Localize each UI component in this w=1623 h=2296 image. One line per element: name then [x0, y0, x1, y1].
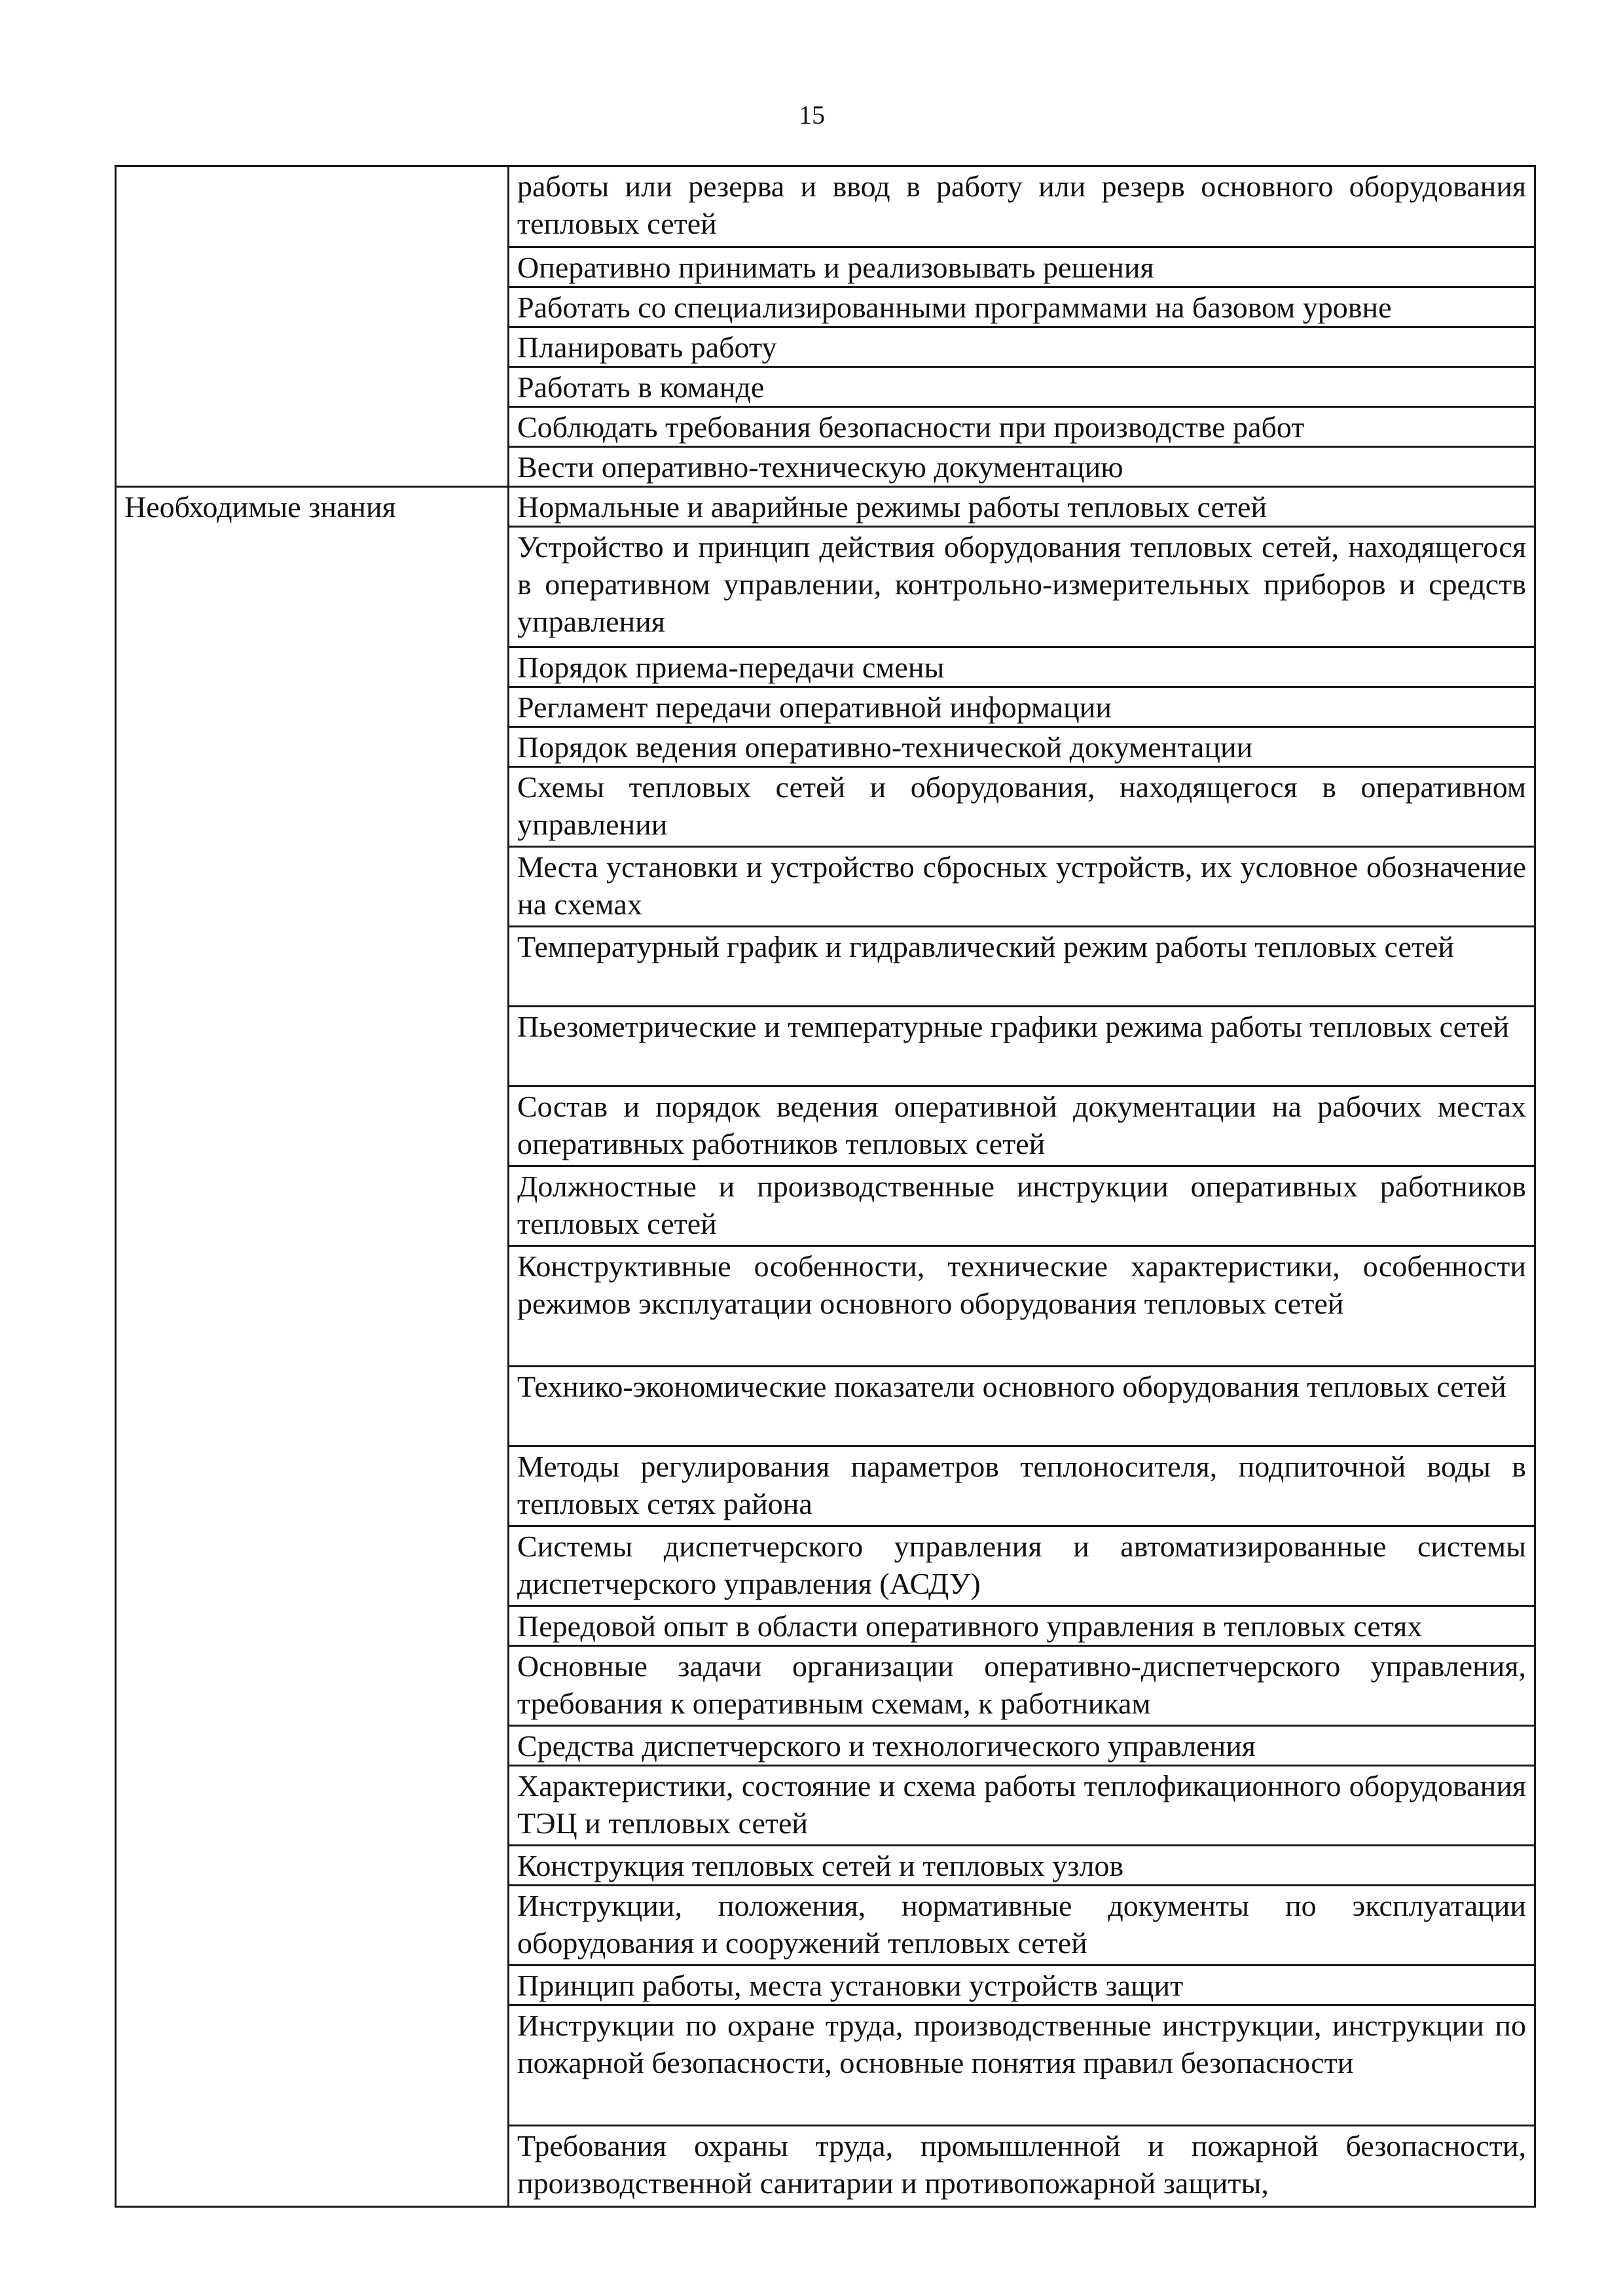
table-cell: Передовой опыт в области оперативного управления в тепловых сетях: [509, 1606, 1535, 1646]
table-row: [116, 487, 1535, 527]
table-cell: Конструктивные особенности, технические характеристики, особенности режимов эксплуатации основного оборудования тепловых сетей: [509, 1246, 1535, 1367]
table-cell: Вести оперативно-техническую документацию: [509, 447, 1535, 487]
requirements-table: [115, 165, 1536, 2208]
table-cell: работы или резерва и ввод в работу или резерв основного оборудования тепловых сетей: [509, 166, 1535, 247]
table-cell: Температурный график и гидравлический режим работы тепловых сетей: [509, 927, 1535, 1007]
table-cell: Схемы тепловых сетей и оборудования, находящегося в оперативном управлении: [509, 767, 1535, 847]
table-cell: Средства диспетчерского и технологического управления: [509, 1726, 1535, 1766]
table-cell: Работать в команде: [509, 367, 1535, 407]
table-row: [116, 166, 1535, 247]
table-cell: Пьезометрические и температурные графики режима работы тепловых сетей: [509, 1007, 1535, 1086]
table-cell: Порядок приема-передачи смены: [509, 647, 1535, 687]
table-cell: Нормальные и аварийные режимы работы тепловых сетей: [509, 487, 1535, 527]
table-cell: Принцип работы, места установки устройств защит: [509, 1965, 1535, 2005]
table-cell: Характеристики, состояние и схема работы теплофикационного оборудования ТЭЦ и тепловых сетей: [509, 1766, 1535, 1846]
table-cell: Инструкции по охране труда, производственные инструкции, инструкции по пожарной безопасности, основные понятия правил безопасности: [509, 2005, 1535, 2126]
table-cell: Планировать работу: [509, 327, 1535, 367]
table-cell: Регламент передачи оперативной информации: [509, 687, 1535, 727]
table-cell: Конструкция тепловых сетей и тепловых узлов: [509, 1846, 1535, 1886]
table-cell: Оперативно принимать и реализовывать решения: [509, 247, 1535, 287]
skills-label-cell: [116, 166, 509, 487]
table-cell: Требования охраны труда, промышленной и пожарной безопасности, производственной санитарии и противопожарной защиты,: [509, 2126, 1535, 2207]
table-cell: Порядок ведения оперативно-технической документации: [509, 727, 1535, 767]
table-cell: Соблюдать требования безопасности при производстве работ: [509, 407, 1535, 447]
table-cell: Устройство и принцип действия оборудования тепловых сетей, находящегося в оперативном управлении, контрольно-измерительных приборов и средств управления: [509, 527, 1535, 647]
table-cell: Системы диспетчерского управления и автоматизированные системы диспетчерского управления (АСДУ): [509, 1526, 1535, 1606]
table-cell: Должностные и производственные инструкции оперативных работников тепловых сетей: [509, 1166, 1535, 1246]
table-cell: Инструкции, положения, нормативные документы по эксплуатации оборудования и сооружений тепловых сетей: [509, 1886, 1535, 1965]
table-cell: Основные задачи организации оперативно-диспетчерского управления, требования к оперативным схемам, к работникам: [509, 1646, 1535, 1726]
table-cell: Состав и порядок ведения оперативной документации на рабочих местах оперативных работников тепловых сетей: [509, 1086, 1535, 1166]
page-number: 15: [799, 100, 825, 130]
table-cell: Методы регулирования параметров теплоносителя, подпиточной воды в тепловых сетях района: [509, 1446, 1535, 1526]
table-cell: Технико-экономические показатели основного оборудования тепловых сетей: [509, 1367, 1535, 1446]
knowledge-label-cell: Необходимые знания: [116, 487, 509, 2207]
table-cell: Места установки и устройство сбросных устройств, их условное обозначение на схемах: [509, 847, 1535, 927]
table-cell: Работать со специализированными программами на базовом уровне: [509, 287, 1535, 327]
